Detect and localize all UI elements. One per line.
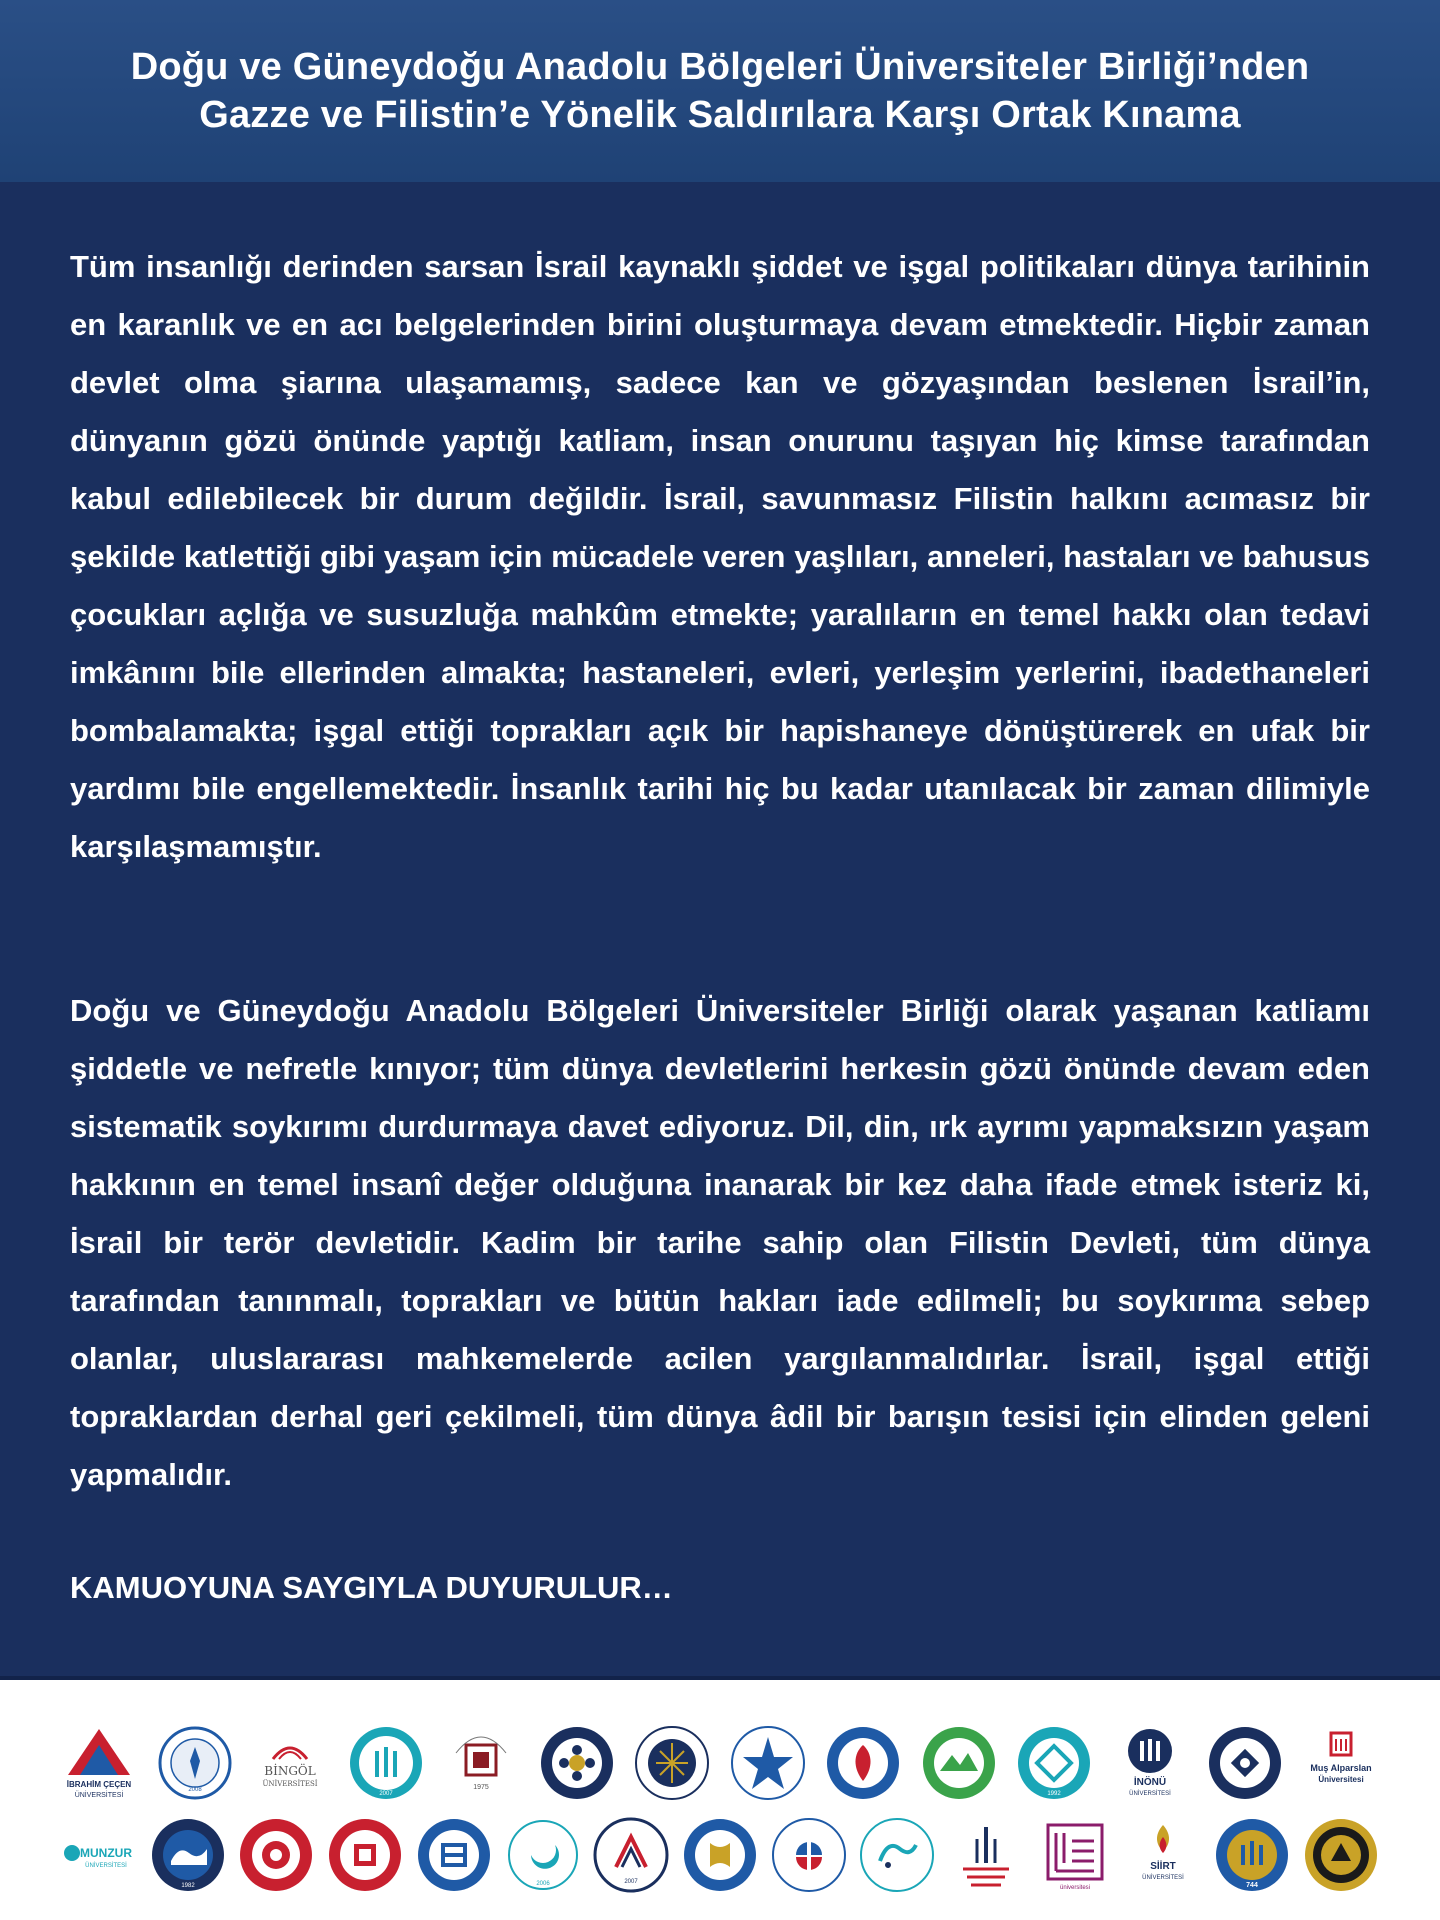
gold-seal-university-logo: [1302, 1814, 1380, 1896]
hakkari-university-logo: [824, 1722, 902, 1804]
svg-text:1975: 1975: [473, 1784, 489, 1791]
dicle-red-university-logo: [237, 1814, 315, 1896]
ardahan-university-logo: [156, 1722, 234, 1804]
inonu-university-logo: [1111, 1722, 1189, 1804]
svg-text:ÜNİVERSİTESİ: ÜNİVERSİTESİ: [1129, 1791, 1171, 1797]
logo-row-2: [60, 1810, 1380, 1900]
islam-bilim-university-logo: [858, 1814, 936, 1896]
bitlis-blue-university-logo: [415, 1814, 493, 1896]
siirt-university-logo: [1124, 1814, 1202, 1896]
closing-line: KAMUOYUNA SAYGIYLA DUYURULUR…: [70, 1570, 673, 1605]
svg-text:1982: 1982: [181, 1883, 195, 1889]
bitlis-eren-university-logo: [347, 1722, 425, 1804]
title-line-2: Gazze ve Filistin’e Yönelik Saldırılara Karşı Ortak Kınama: [199, 94, 1241, 136]
title-line-1: Doğu ve Güneydoğu Anadolu Bölgeleri Üniversiteler Birliği’nden: [130, 46, 1310, 88]
igdir-university-logo: [920, 1722, 998, 1804]
mardin-artuklu-logo: [1036, 1814, 1114, 1896]
svg-text:2007: 2007: [624, 1879, 638, 1885]
svg-text:BİNGÖL: BİNGÖL: [264, 1764, 316, 1778]
university-logos: [0, 1680, 1440, 1920]
svg-text:ÜNİVERSİTESİ: ÜNİVERSİTESİ: [262, 1780, 318, 1788]
svg-text:SİİRT: SİİRT: [1150, 1861, 1177, 1872]
svg-text:ÜNİVERSİTESİ: ÜNİVERSİTESİ: [74, 1792, 124, 1799]
paragraph-2: Doğu ve Güneydoğu Anadolu Bölgeleri Üniversiteler Birliği olarak yaşanan katliamı şiddetle ve nefretle kınıyor; tüm dünya devletlerini herkesin gözü önünde devam eden sistematik soykırımı durdurmaya davet ediyoruz. Dil, din, ırk ayrımı yapmaksızın yaşam hakkının en temel insanî değer olduğuna inanarak bir kez daha ifade etmek isteriz ki, İsrail bir terör devletidir. Kadim bir tarihe sahip olan Filistin Devleti, tüm dünya tarafından tanınmalı, toprakları ve bütün hakları iade edilmeli; bu soykırıma sebep olanlar, uluslararası mahkemelerde acilen yargılanmalıdırlar. İsrail, işgal ettiği topraklardan derhal geri çekilmeli, tüm dünya âdil bir barışın tesisi için elinden geleni yapmalıdır.: [70, 993, 1370, 1492]
munzur-university-logo: [60, 1814, 138, 1896]
svg-text:744: 744: [1246, 1882, 1258, 1889]
svg-text:2006: 2006: [535, 1881, 550, 1887]
paragraph-1: Tüm insanlığı derinden sarsan İsrail kaynaklı şiddet ve işgal politikaları dünya tarihinin en karanlık ve en acı belgelerinden birini oluşturmaya devam etmektedir. Hiçbir zaman devlet olma şiarına ulaşamamış, sadece kan ve gözyaşından beslenen İsrail’in, dünyanın gözü önünde yaptığı katliam, insan onurunu taşıyan hiç kimse tarafından kabul edilebilecek bir durum değildir. İsrail, savunmasız Filistin halkını acımasız bir şekilde katlettiği gibi yaşam için mücadele veren yaşlıları, anneleri, hastaları ve bahusus çocukları açlığa ve susuzluğa mahkûm etmekte; yaralıların en temel hakkı olan tedavi imkânını bile ellerinden almakta; hastaneleri, evleri, yerleşim yerlerini, ibadethaneleri bombalamakta; işgal ettiği toprakları açık bir hapishaneye dönüştürerek en ufak bir yardımı bile engellemektedir. İnsanlık tarihi hiç bu kadar utanılacak bir zaman dilimiyle karşılaşmamıştır.: [70, 249, 1370, 864]
svg-text:ÜNİVERSİTESİ: ÜNİVERSİTESİ: [85, 1863, 127, 1869]
mus-alparslan-university-logo: [1302, 1722, 1380, 1804]
svg-text:İNÖNÜ: İNÖNÜ: [1133, 1777, 1166, 1788]
svg-text:ÜNİVERSİTESİ: ÜNİVERSİTESİ: [1142, 1875, 1185, 1881]
erzurum-teknik-university-logo: [729, 1722, 807, 1804]
hasankeyf-bars-logo: [947, 1814, 1025, 1896]
svg-text:MUNZUR: MUNZUR: [80, 1846, 132, 1860]
svg-text:Muş Alparslan: Muş Alparslan: [1310, 1763, 1372, 1773]
svg-text:İBRAHİM ÇEÇEN: İBRAHİM ÇEÇEN: [66, 1780, 132, 1789]
agri-ibrahim-cecen-logo: [60, 1722, 138, 1804]
logo-row-1: [60, 1718, 1380, 1808]
title-banner: [0, 0, 1440, 182]
svg-text:1992: 1992: [1047, 1791, 1061, 1797]
kafkas-university-logo: [1015, 1722, 1093, 1804]
svg-text:üniversitesi: üniversitesi: [1059, 1885, 1090, 1891]
bingol-university-logo: [251, 1722, 329, 1804]
bilim-teknoloji-university-logo: [538, 1722, 616, 1804]
svg-text:2008: 2008: [187, 1787, 202, 1793]
bingol-bilim-university-logo: [326, 1814, 404, 1896]
ataturk-university-logo: [633, 1722, 711, 1804]
harran-university-logo: [1213, 1814, 1291, 1896]
firat-university-logo: [442, 1722, 520, 1804]
dicle-university-logo: [681, 1814, 759, 1896]
gaziantep-university-logo: [770, 1814, 848, 1896]
statement-panel: [0, 182, 1440, 1680]
adiyaman-university-logo: [504, 1814, 582, 1896]
malatya-turgut-ozal-logo: [1206, 1722, 1284, 1804]
batman-university-logo: [592, 1814, 670, 1896]
van-yuzuncu-yil-logo: [149, 1814, 227, 1896]
svg-text:Üniversitesi: Üniversitesi: [1318, 1775, 1364, 1784]
svg-text:2007: 2007: [378, 1791, 393, 1797]
